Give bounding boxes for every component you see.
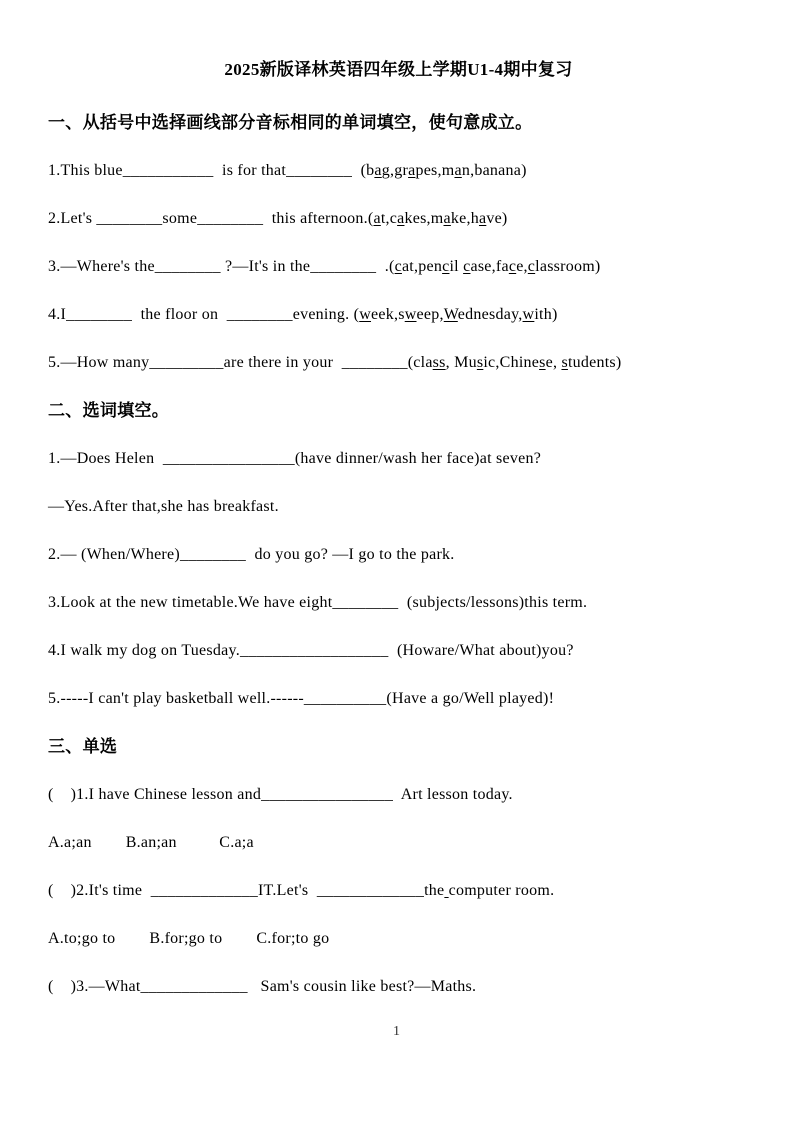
underlined-letter: c (508, 258, 517, 275)
section-word-choice (48, 400, 749, 709)
text-segment: computer room. (448, 882, 555, 899)
text-segment: pes,m (415, 162, 455, 179)
text-segment: lassroom) (535, 258, 601, 275)
worksheet-line (48, 784, 749, 805)
section-phonetics (48, 112, 749, 373)
section-multiple-choice (48, 736, 749, 997)
section-word-choice-lines (48, 448, 749, 709)
text-segment: ( )1.I have Chinese lesson and________________ Art lesson today. (48, 786, 513, 803)
worksheet-line (48, 496, 749, 517)
underlined-letter: c (442, 258, 450, 275)
text-segment: ednesday, (457, 306, 523, 323)
text-segment: 5.-----I can't play basketball well.------__________(Have a go/Well played)! (48, 690, 555, 707)
page-number: 1 (393, 1024, 400, 1039)
text-segment: —Yes.After that,she has breakfast. (48, 498, 279, 515)
text-segment: il (449, 258, 464, 275)
text-segment: eek,s (371, 306, 405, 323)
underlined-letter: c (527, 258, 536, 275)
text-segment: n,banana) (461, 162, 527, 179)
text-segment: t,c (380, 210, 398, 227)
underlined-letter: s (561, 354, 568, 371)
text-segment: 2.Let's ________some________ this afternoon.( (48, 210, 374, 227)
document-title: 2025新版译林英语四年级上学期U1-4期中复习 (224, 60, 573, 79)
text-segment: 3.—Where's the________ ?—It's in the________ .( (48, 258, 395, 275)
underlined-letter: a (408, 162, 416, 179)
text-segment: eep, (416, 306, 444, 323)
text-segment: ( )3.—What_____________ Sam's cousin like best?—Maths. (48, 978, 477, 995)
text-segment: e, (545, 354, 562, 371)
text-segment: , Mu (445, 354, 477, 371)
worksheet-line (48, 832, 749, 853)
worksheet-line (48, 304, 749, 325)
text-segment: kes,m (404, 210, 444, 227)
text-segment: 4.I walk my dog on Tuesday.__________________ (Howare/What about)you? (48, 642, 574, 659)
text-segment: 1.This blue___________ is for that________ (b (48, 162, 375, 179)
text-segment: A.to;go to B.for;go to C.for;to go (48, 930, 330, 947)
underlined-letter: w (522, 306, 535, 323)
underlined-letter: a (478, 210, 487, 227)
section-word-choice-heading: 二、选词填空。 (48, 401, 170, 420)
worksheet-line (48, 352, 749, 373)
underlined-letter: a (397, 210, 405, 227)
worksheet-line (48, 208, 749, 229)
worksheet-line (48, 976, 749, 997)
worksheet-line (48, 256, 749, 277)
underlined-letter: c (463, 258, 471, 275)
text-segment: 1.—Does Helen ________________(have dinner/wash her face)at seven? (48, 450, 542, 467)
text-segment: A.a;an B.an;an C.a;a (48, 834, 254, 851)
worksheet-line (48, 640, 749, 661)
section-multiple-choice-lines (48, 784, 749, 997)
text-segment: at,pen (401, 258, 443, 275)
text-segment: ic,Chine (483, 354, 540, 371)
text-segment: 3.Look at the new timetable.We have eight________ (subjects/lessons)this term. (48, 594, 588, 611)
text-segment: ith) (534, 306, 558, 323)
text-segment: ve) (486, 210, 508, 227)
underlined-letter: s (476, 354, 484, 371)
underlined-letter: a (373, 210, 381, 227)
text-segment: 2.— (When/Where)________ do you go? —I go to the park. (48, 546, 455, 563)
worksheet-line (48, 688, 749, 709)
text-segment: e, (516, 258, 528, 275)
worksheet-line (48, 448, 749, 469)
underlined-letter: w (404, 306, 417, 323)
underlined-letter: w (359, 306, 372, 323)
text-segment: tudents) (567, 354, 622, 371)
underlined-letter: a (374, 162, 382, 179)
worksheet-line (48, 880, 749, 901)
worksheet-line (48, 928, 749, 949)
text-segment: ( )2.It's time _____________IT.Let's _____________the (48, 882, 445, 899)
text-segment: 4.I________ the floor on ________evening. ( (48, 306, 360, 323)
underlined-letter: W (443, 306, 458, 323)
worksheet-line (48, 544, 749, 565)
text-segment: g,gr (381, 162, 409, 179)
underlined-letter: a (443, 210, 451, 227)
text-segment: ke,h (450, 210, 479, 227)
section-multiple-choice-heading: 三、单选 (48, 737, 118, 756)
underlined-letter: ss (432, 354, 446, 371)
section-phonetics-lines (48, 160, 749, 373)
section-phonetics-heading: 一、从括号中选择画线部分音标相同的单词填空，使句意成立。 (48, 113, 533, 132)
worksheet-line (48, 592, 749, 613)
underlined-letter: c (394, 258, 402, 275)
text-segment: 5.—How many_________are there in your ________(cla (48, 354, 433, 371)
worksheet-line (48, 160, 749, 181)
text-segment: ase,fa (470, 258, 509, 275)
underlined-letter: a (454, 162, 462, 179)
underlined-letter: s (539, 354, 546, 371)
